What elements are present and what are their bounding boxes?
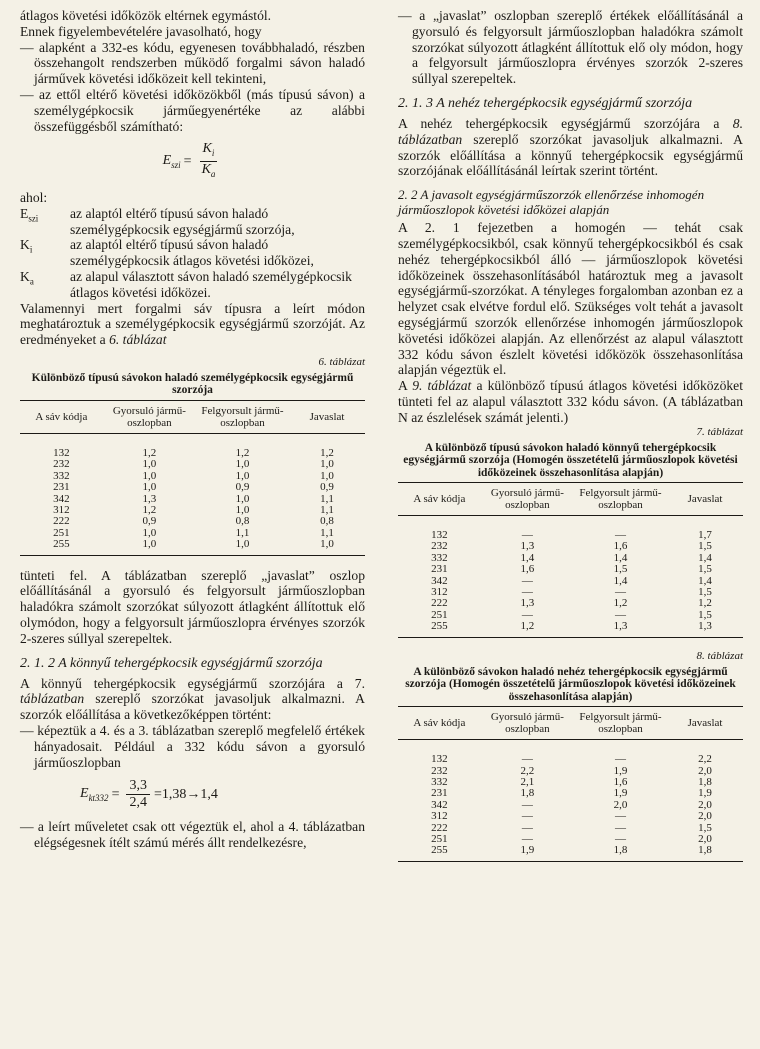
table7-cell: 1,2	[698, 597, 712, 610]
table8-cell: —	[615, 821, 626, 834]
table7-cell: 1,4	[698, 551, 712, 564]
table6-row	[20, 433, 365, 459]
table8-row	[398, 845, 743, 861]
table8-cell: 342	[431, 798, 448, 811]
table6-cell: 1,0	[235, 492, 250, 505]
right-column	[398, 8, 743, 862]
table8-row	[398, 766, 743, 777]
table8-row	[398, 834, 743, 845]
table7-cell: 1,4	[613, 551, 628, 564]
table6-cell: 1,0	[142, 469, 157, 482]
table6-cell: 1,0	[320, 469, 334, 482]
table8-cell: —	[521, 753, 533, 766]
paragraph-results: Valamennyi mert forgalmi sáv típusra a leírt módon meghatároztuk a személygépkocsik egységjármű szorzóját. Az eredményeket a 6. táblázat	[20, 300, 365, 348]
table8-cell: 1,5	[698, 821, 712, 834]
table7-cell: 1,3	[613, 620, 628, 633]
table6-cell: 1,1	[320, 526, 334, 539]
table7-cell: 255	[431, 620, 448, 633]
table6-number: 6. táblázat	[318, 355, 365, 368]
table7-cell: 1,5	[698, 563, 712, 576]
formula2-equals: =	[111, 786, 120, 802]
table7-row	[398, 598, 743, 609]
table7-cell: 1,5	[698, 608, 712, 621]
table8-header: Felgyorsult jármű-oszlopban	[574, 707, 667, 740]
table8-cell: 1,8	[698, 844, 712, 857]
table7-cell: 332	[431, 551, 448, 564]
table7-row	[398, 541, 743, 552]
table6-header: Felgyorsult jármű-oszlopban	[196, 400, 289, 433]
table7-cell: 1,5	[698, 540, 712, 553]
table6-cell: 1,0	[320, 538, 334, 551]
table7-cell: 132	[431, 529, 448, 542]
table7-cell: 1,2	[613, 597, 628, 610]
table6-row	[20, 505, 365, 516]
table8-number: 8. táblázat	[696, 649, 743, 662]
table7-cell: —	[521, 529, 533, 542]
definition-ki: $K_i$ az alaptól eltérő típusú sávon haladó személygépkocsik átlagos követési időközei,	[20, 237, 314, 269]
table7-cell: —	[521, 574, 533, 587]
intro-line-2: Ennek figyelembevételére javasolható, hogy	[20, 23, 262, 39]
table8-cell: 1,9	[698, 787, 712, 800]
table6-cell: 1,0	[235, 503, 250, 516]
table7-cell: 1,3	[520, 597, 535, 610]
intro-line-1: átlagos követési időközök eltérnek egymástól.	[20, 8, 272, 23]
table7-cell: 1,7	[698, 529, 712, 542]
table6	[20, 400, 365, 556]
table6-cell: 1,0	[142, 538, 157, 551]
table6-cell: 232	[53, 458, 70, 471]
heading-2-2: 2. 2 A javasolt egységjárműszorzók ellenőrzése inhomogén járműoszlopok követési időközei alapján	[398, 187, 705, 217]
bullet-quotients: — képeztük a 4. és a 3. táblázatban szereplő megfelelő értékek hányadosait. Például a 332 kódu sávon a gyorsuló járműoszlopban	[20, 723, 365, 770]
table6-row	[20, 471, 365, 482]
paragraph-verification: A 2. 1 fejezetben a homogén — tehát csak személygépkocsikból, csak könnyű tehergépkocsikból és csak nehéz tehergépkocsikból álló — járműoszlopok követési időközeinek összehasonlításából határoztuk meg a javasolt egységjármű-szorzókat. A tényleges forgalomban azonban ez a helyzet csak elvétve fordul elő. Szükséges volt tehát a javasolt egységjármű szorzók ellenőrzése inhomogén járműoszlopok követési időközei alapján. Az ellenőrzést az alapul választott 332 kódu sávon észlelt követési időközök összehasonlítása alapján végeztük el.	[398, 220, 743, 378]
table6-cell: 1,0	[142, 526, 157, 539]
table8-header: Gyorsuló jármű-oszlopban	[481, 707, 574, 740]
definition-list	[20, 206, 365, 301]
table6-cell: 0,9	[142, 515, 157, 528]
table6-cell: 1,0	[142, 458, 157, 471]
table6-row	[20, 459, 365, 470]
table7-cell: 1,4	[520, 551, 535, 564]
paragraph-heavy-trucks: A nehéz tehergépkocsik egységjármű szorzójára a 8. táblázatban szereplő szorzókat javasoljuk alkalmazni. A szorzók előállítása a könnyű tehergépkocsik egységjármű szorzójának előállításánál leírtak szerint történt.	[398, 115, 743, 179]
table6-cell: 231	[53, 481, 70, 494]
table8-cell: 1,8	[613, 844, 628, 857]
table8-cell: 332	[431, 776, 448, 788]
table8-caption: A különböző sávokon haladó nehéz tehergépkocsik egységjármű szorzója (Homogén összetételű járműoszlopok követési időközeinek összehasonlítása alapján)	[405, 665, 736, 703]
table8-cell: 1,9	[613, 764, 628, 777]
table6-cell: 255	[53, 538, 70, 551]
table8-header: Javaslat	[667, 707, 743, 740]
table6-cell: 1,0	[235, 538, 250, 551]
table7-cell: —	[521, 586, 533, 599]
table7-cell: 1,2	[520, 620, 535, 633]
table7-row	[398, 621, 743, 637]
table6-cell: 1,1	[320, 503, 334, 516]
table6-cell: 1,0	[235, 469, 250, 482]
formula-fraction: $\frac{K_i}{K_a}$	[199, 141, 219, 182]
table8-cell: 2,0	[698, 810, 712, 823]
table7-cell: 1,3	[520, 540, 535, 553]
table7-header: Felgyorsult jármű-oszlopban	[574, 483, 667, 516]
table8	[398, 706, 743, 862]
formula-lhs: $E_{szi}$	[162, 153, 181, 171]
table7-cell: 312	[431, 586, 448, 599]
formula-ekt332	[80, 778, 365, 811]
table8-cell: —	[615, 833, 626, 846]
table6-cell: 1,0	[142, 481, 157, 494]
table7-header: Javaslat	[667, 483, 743, 516]
table6-cell: 251	[53, 526, 70, 539]
table7-cell: 1,6	[613, 540, 628, 553]
formula2-lhs: $E_{kt332}$	[80, 786, 109, 804]
bullet-proposal-column: — a „javaslat” oszlopban szereplő értékek előállításánál a gyorsuló és felgyorsult járműoszlopban haladókra számolt szorzókat súlyozott átlagként állítottuk elő oly módon, hogy a felgyorsult járműoszlopra érvényes szorzók 2-szeres súllyal szerepeltek.	[398, 8, 743, 87]
table6-cell: 342	[53, 492, 70, 505]
bullet-sufficient-measurements: — a leírt műveletet csak ott végeztük el, ahol a 4. táblázatban elégségesnek ítélt számú mérés állt rendelkezésre,	[20, 819, 365, 851]
table8-cell: 2,0	[698, 833, 712, 846]
table7-row	[398, 516, 743, 542]
table7-number: 7. táblázat	[696, 425, 743, 438]
table8-row	[398, 788, 743, 799]
table7-row	[398, 564, 743, 575]
table8-cell: —	[521, 833, 533, 846]
paragraph-light-trucks: A könnyű tehergépkocsik egységjármű szorzójára a 7. táblázatban szereplő szorzókat javasoljuk alkalmazni. A szorzók előállítása a következőképpen történt:	[20, 675, 365, 723]
table8-cell: —	[521, 798, 533, 811]
formula-equals: =	[183, 153, 192, 169]
table7-row	[398, 553, 743, 564]
table7-cell: 251	[431, 608, 448, 621]
left-column	[20, 8, 365, 851]
table8-cell: 2,0	[698, 798, 712, 811]
table8-row	[398, 777, 743, 788]
table8-row	[398, 823, 743, 834]
table8-cell: 232	[431, 764, 448, 777]
table7-row	[398, 576, 743, 587]
table8-cell: 1,8	[698, 776, 712, 788]
table7-cell: 1,3	[698, 620, 712, 633]
table6-row	[20, 516, 365, 527]
table7-row	[398, 610, 743, 621]
heading-2-1-3: 2. 1. 3 A nehéz tehergépkocsik egységjármű szorzója	[398, 95, 693, 111]
ahol-label: ahol:	[20, 189, 48, 205]
table6-cell: 1,0	[235, 458, 250, 471]
table6-cell: 1,1	[235, 526, 250, 539]
table8-cell: 2,2	[520, 764, 535, 777]
table6-cell: 132	[53, 446, 70, 459]
table7-cell: 1,6	[520, 563, 535, 576]
formula2-result: =1,38→1,4	[153, 786, 218, 802]
table6-cell: 0,9	[320, 481, 334, 494]
table6-cell: 1,2	[235, 446, 250, 459]
formula2-fraction: $\frac{3,3}{2,4}$	[126, 778, 150, 811]
table6-cell: 1,3	[142, 492, 157, 505]
table6-cell: 0,9	[235, 481, 250, 494]
table7-header: Gyorsuló jármű-oszlopban	[481, 483, 574, 516]
table7-header: A sáv kódja	[398, 483, 481, 516]
table8-cell: —	[615, 810, 626, 823]
table7-cell: 231	[431, 563, 448, 576]
table7-caption: A különböző típusú sávokon haladó könnyű tehergépkocsik egységjármű szorzója (Homogén összetételű járműoszlopok követési időközeinek összehasonlítása alapján)	[403, 441, 738, 479]
table8-cell: 251	[431, 833, 448, 846]
table7-cell: 232	[431, 540, 448, 553]
bullet-base-lane: — alapként a 332-es kódu, egyenesen továbbhaladó, részben összehangolt rendszerben működő forgalmi sávon haladó járművek követési időközeit kell tekinteni,	[20, 40, 365, 87]
table7-cell: —	[615, 608, 626, 621]
table6-cell: 312	[53, 503, 70, 516]
table8-cell: 1,8	[520, 787, 535, 800]
table8-cell: 2,0	[698, 764, 712, 777]
table6-cell: 1,2	[142, 503, 157, 516]
table8-cell: 255	[431, 844, 448, 857]
table7-cell: 1,4	[698, 574, 712, 587]
table8-cell: 312	[431, 810, 448, 823]
table7-cell: 222	[431, 597, 448, 610]
table6-row	[20, 494, 365, 505]
table8-cell: 132	[431, 753, 448, 766]
table7-cell: 1,5	[698, 586, 712, 599]
table8-cell: —	[615, 753, 626, 766]
table8-header: A sáv kódja	[398, 707, 481, 740]
table8-row	[398, 811, 743, 822]
table6-cell: 222	[53, 515, 70, 528]
table6-cell: 1,1	[320, 492, 334, 505]
table8-cell: 2,0	[613, 798, 628, 811]
definition-eszi: $E_{szi}$ az alaptól eltérő típusú sávon haladó személygépkocsik egységjármű szorzója,	[20, 205, 295, 237]
table7-cell: 342	[431, 574, 448, 587]
definition-ka: $K_a$ az alapul választott sávon haladó személygépkocsik átlagos követési időközei.	[20, 268, 352, 300]
table8-cell: 2,1	[520, 776, 535, 788]
table7-cell: —	[615, 529, 626, 542]
table6-cell: 0,8	[320, 515, 334, 528]
table6-cell: 332	[53, 469, 70, 482]
table6-cell: 1,2	[142, 446, 157, 459]
table8-cell: —	[521, 821, 533, 834]
table6-row	[20, 539, 365, 555]
table8-row	[398, 740, 743, 766]
table7	[398, 482, 743, 638]
table8-cell: 1,9	[520, 844, 535, 857]
table7-row	[398, 587, 743, 598]
table6-row	[20, 528, 365, 539]
table8-row	[398, 800, 743, 811]
table6-header: Javaslat	[289, 400, 365, 433]
table6-header: Gyorsuló jármű-oszlopban	[103, 400, 196, 433]
table7-cell: 1,4	[613, 574, 628, 587]
table8-cell: 2,2	[698, 753, 712, 766]
table8-cell: 1,6	[613, 776, 628, 788]
table6-cell: 0,8	[235, 515, 250, 528]
table7-cell: —	[615, 586, 626, 599]
table6-row	[20, 482, 365, 493]
table6-caption: Különböző típusú sávokon haladó személygépkocsik egységjármű szorzója	[31, 371, 354, 397]
table7-cell: —	[521, 608, 533, 621]
paragraph-table9: A 9. táblázat a különböző típusú átlagos követési időközöket tünteti fel az alapul választott 332 kódu sávon. (A táblázatban N az észlelések számát jelenti.)	[398, 378, 743, 425]
table8-cell: 231	[431, 787, 448, 800]
paragraph-after-table6: tünteti fel. A táblázatban szereplő „javaslat” oszlop előállításánál a gyorsuló és felgyorsult járműoszlopban haladókra számolt szorzókat súlyozott átlagként állítottuk elő olymódon, hogy a felgyorsult járműoszlopra érvényes szorzók 2-szeres súllyal szerepeltek.	[20, 567, 365, 646]
table6-cell: 1,0	[320, 458, 334, 471]
table8-cell: 1,9	[613, 787, 628, 800]
bullet-other-lanes: — az ettől eltérő követési időközökből (más típusú sávon) a személygépkocsik járműegyenértéke az alábbi összefüggésből számítható:	[20, 87, 365, 134]
table8-cell: 222	[431, 821, 448, 834]
heading-2-1-2: 2. 1. 2 A könnyű tehergépkocsik egységjármű szorzója	[20, 655, 323, 671]
table6-header: A sáv kódja	[20, 400, 103, 433]
table6-cell: 1,2	[320, 446, 334, 459]
table8-cell: —	[521, 810, 533, 823]
table7-cell: 1,5	[613, 563, 628, 576]
formula-eszi	[20, 141, 365, 182]
